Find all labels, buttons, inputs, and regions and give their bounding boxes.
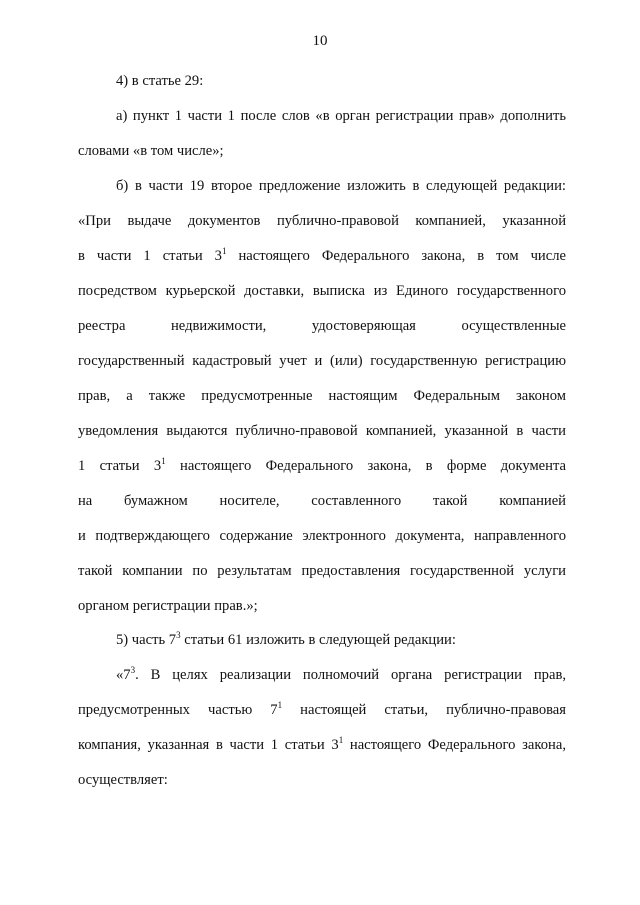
quote-1-line-9: на бумажном носителе, составленного такой компанией [78, 493, 566, 509]
subitem-b-line-1: б) в части 19 второе предложение изложить в следующей редакции: [116, 178, 566, 194]
superscript: 1 [221, 246, 227, 256]
quote-2-line-3 [78, 735, 566, 755]
superscript: 3 [130, 665, 136, 675]
quote-1-line-10: и подтверждающего содержание электронного документа, направленного [78, 528, 566, 544]
superscript: 1 [161, 456, 166, 466]
quote-1-line-3: посредством курьерской доставки, выписка из Единого государственного [78, 283, 566, 299]
quote-2-line-1 [116, 665, 566, 685]
text-run: предусмотренных частью 7 [78, 702, 278, 718]
subitem-a-line-2: словами «в том числе»; [78, 143, 224, 159]
text-run: настоящей статьи, публично-правовая [282, 702, 567, 718]
quote-1-line-11: такой компании по результатам предоставления государственной услуги [78, 563, 566, 579]
text-run: 5) часть 7 [116, 632, 177, 648]
quote-1-line-6: прав, а также предусмотренные настоящим Федеральным законом [78, 388, 566, 404]
quote-1-line-8 [78, 456, 566, 476]
quote-2-line-2 [78, 700, 566, 720]
text-run: «7 [116, 667, 131, 683]
text-run: настоящего Федерального закона, [343, 737, 566, 753]
text-run: настоящего Федерального закона, в форме документа [165, 458, 566, 474]
item-4-heading: 4) в статье 29: [116, 73, 204, 89]
superscript: 1 [277, 700, 283, 710]
quote-1-line-5: государственный кадастровый учет и (или) государственную регистрацию [78, 353, 566, 369]
text-run: компания, указанная в части 1 статьи 3 [78, 737, 339, 753]
quote-1-line-1: «При выдаче документов публично-правовой компанией, указанной [78, 213, 566, 229]
text-run: 1 статьи 3 [78, 458, 162, 474]
superscript: 1 [338, 735, 344, 745]
text-run: в части 1 статьи 3 [78, 248, 222, 264]
subitem-a-line-1: а) пункт 1 части 1 после слов «в орган регистрации прав» дополнить [116, 108, 566, 124]
quote-1-line-12: органом регистрации прав.»; [78, 598, 258, 614]
quote-1-line-2 [78, 246, 566, 266]
superscript: 3 [176, 630, 181, 640]
quote-2-line-4: осуществляет: [78, 772, 168, 788]
text-run: . В целях реализации полномочий органа регистрации прав, [135, 667, 566, 683]
page-number: 10 [312, 33, 328, 49]
text-run: настоящего Федерального закона, в том числе [226, 248, 566, 264]
item-5-heading [116, 630, 566, 650]
text-run: статьи 61 изложить в следующей редакции: [180, 632, 456, 648]
quote-1-line-7: уведомления выдаются публично-правовой компанией, указанной в части [78, 423, 566, 439]
quote-1-line-4: реестра недвижимости, удостоверяющая осуществленные [78, 318, 566, 334]
